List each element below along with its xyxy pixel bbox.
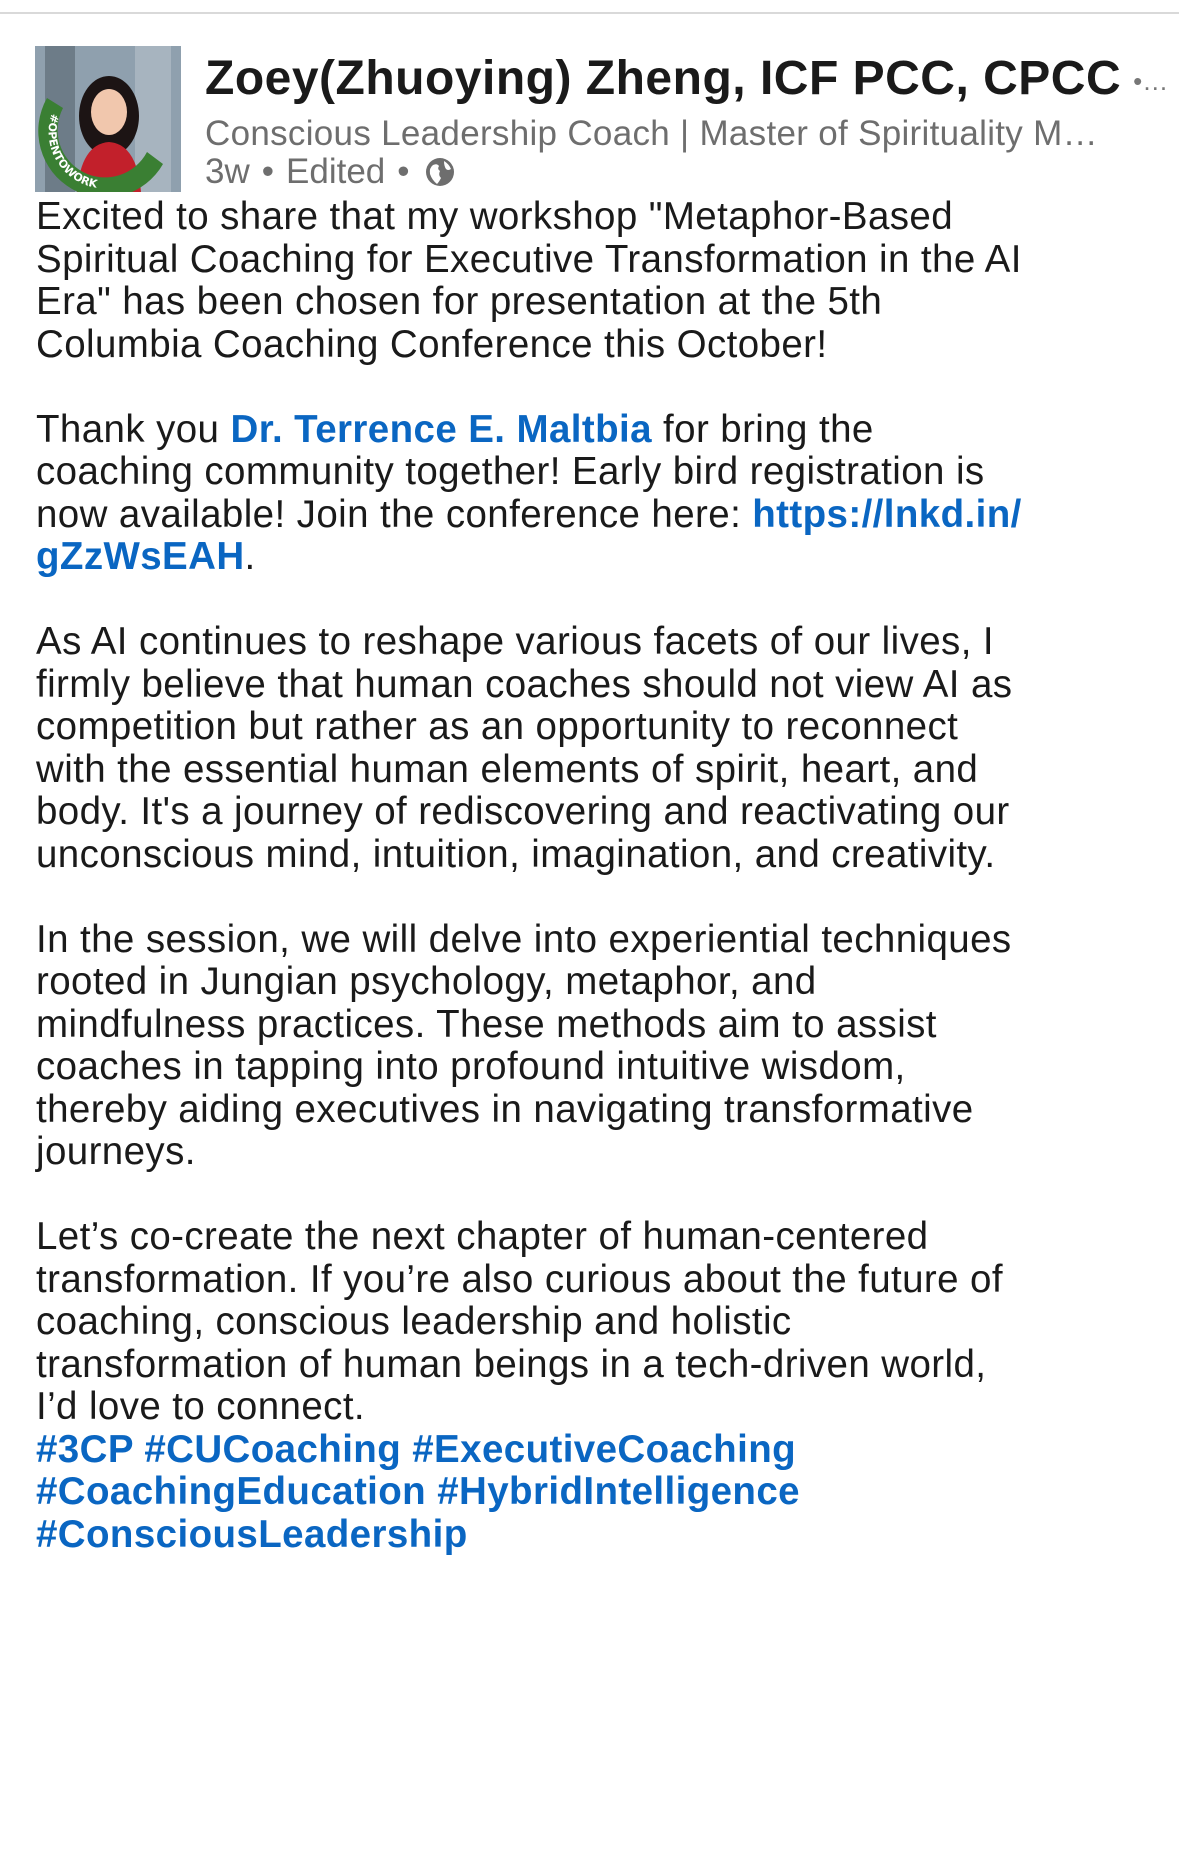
post-paragraph bbox=[36, 196, 1151, 366]
text-line: coaching, conscious leadership and holistic bbox=[36, 1300, 792, 1343]
hashtag[interactable]: #HybridIntelligence bbox=[437, 1470, 800, 1513]
conference-link[interactable]: https://lnkd.in/ bbox=[752, 492, 1022, 536]
hashtag-line bbox=[36, 1429, 1151, 1472]
text-line: In the session, we will delve into experiential techniques bbox=[36, 917, 1012, 961]
post-paragraph bbox=[36, 1216, 1151, 1429]
hashtag-line bbox=[36, 1471, 1151, 1514]
text-line: firmly believe that human coaches should not view AI as bbox=[36, 662, 1013, 706]
post-paragraph bbox=[36, 621, 1151, 876]
post-paragraph bbox=[36, 409, 1151, 579]
text-line: mindfulness practices. These methods aim to assist bbox=[36, 1002, 937, 1046]
hashtag-list bbox=[36, 1429, 1151, 1557]
post-paragraph bbox=[36, 919, 1151, 1174]
text-line: Spiritual Coaching for Executive Transformation in the AI bbox=[36, 237, 1022, 281]
text-line: body. It's a journey of rediscovering and reactivating our bbox=[36, 790, 1010, 833]
avatar-badge-text: #OPENTOWORK bbox=[45, 112, 99, 191]
text-line: rooted in Jungian psychology, metaphor, and bbox=[36, 960, 817, 1003]
meta-separator: • bbox=[261, 152, 275, 191]
author-headline: Conscious Leadership Coach | Master of Spirituality M… bbox=[205, 114, 1098, 153]
hashtag[interactable]: #3CP bbox=[36, 1427, 134, 1471]
conference-link-cont[interactable]: gZzWsEAH bbox=[36, 535, 245, 578]
text-segment: for bring the bbox=[651, 407, 874, 451]
text-line: unconscious mind, intuition, imagination, and creativity. bbox=[36, 832, 996, 876]
hashtag[interactable]: #ConsciousLeadership bbox=[36, 1512, 468, 1556]
text-line: transformation of human beings in a tech-driven world, bbox=[36, 1342, 987, 1386]
more-indicator: •… bbox=[1133, 66, 1169, 97]
hashtag[interactable]: #CUCoaching bbox=[144, 1427, 402, 1471]
text-line: competition but rather as an opportunity to reconnect bbox=[36, 705, 959, 748]
text-line: Let’s co-create the next chapter of human-centered bbox=[36, 1215, 929, 1258]
text-segment: Thank you bbox=[36, 407, 231, 451]
post-body bbox=[36, 196, 1151, 1556]
text-line: transformation. If you’re also curious about the future of bbox=[36, 1257, 1003, 1301]
hashtag[interactable]: #ExecutiveCoaching bbox=[412, 1427, 797, 1471]
top-divider bbox=[0, 12, 1179, 14]
text-line bbox=[36, 409, 1151, 452]
text-line: journeys. bbox=[36, 1130, 196, 1173]
post-meta bbox=[205, 148, 456, 196]
text-line: Columbia Coaching Conference this October! bbox=[36, 322, 828, 366]
text-segment: . bbox=[244, 535, 256, 578]
mention-link[interactable]: Dr. Terrence E. Maltbia bbox=[230, 407, 652, 451]
post-header bbox=[35, 46, 1169, 196]
text-segment: now available! Join the conference here: bbox=[36, 492, 753, 536]
text-line: Excited to share that my workshop "Metaphor-Based bbox=[36, 195, 954, 238]
text-line: coaches in tapping into profound intuitive wisdom, bbox=[36, 1045, 906, 1088]
text-line: As AI continues to reshape various facets of our lives, I bbox=[36, 620, 994, 663]
text-line: Era" has been chosen for presentation at the 5th bbox=[36, 280, 883, 323]
text-line: thereby aiding executives in navigating transformative bbox=[36, 1087, 974, 1131]
author-name-row[interactable] bbox=[205, 48, 1169, 112]
post-time: 3w bbox=[205, 152, 250, 191]
text-line: coaching community together! Early bird registration is bbox=[36, 450, 985, 493]
author-name[interactable]: Zoey(Zhuoying) Zheng, ICF PCC, CPCC bbox=[205, 52, 1122, 105]
hashtag-line bbox=[36, 1514, 1151, 1557]
edited-label: Edited bbox=[286, 152, 386, 191]
author-avatar[interactable] bbox=[35, 46, 181, 192]
hashtag[interactable]: #CoachingEducation bbox=[36, 1470, 427, 1513]
text-line: with the essential human elements of spirit, heart, and bbox=[36, 747, 979, 791]
meta-separator: • bbox=[397, 152, 410, 191]
text-line bbox=[36, 536, 1151, 579]
text-line bbox=[36, 494, 1151, 537]
text-line: I’d love to connect. bbox=[36, 1385, 366, 1428]
globe-icon bbox=[424, 156, 456, 188]
avatar-image bbox=[35, 46, 181, 192]
